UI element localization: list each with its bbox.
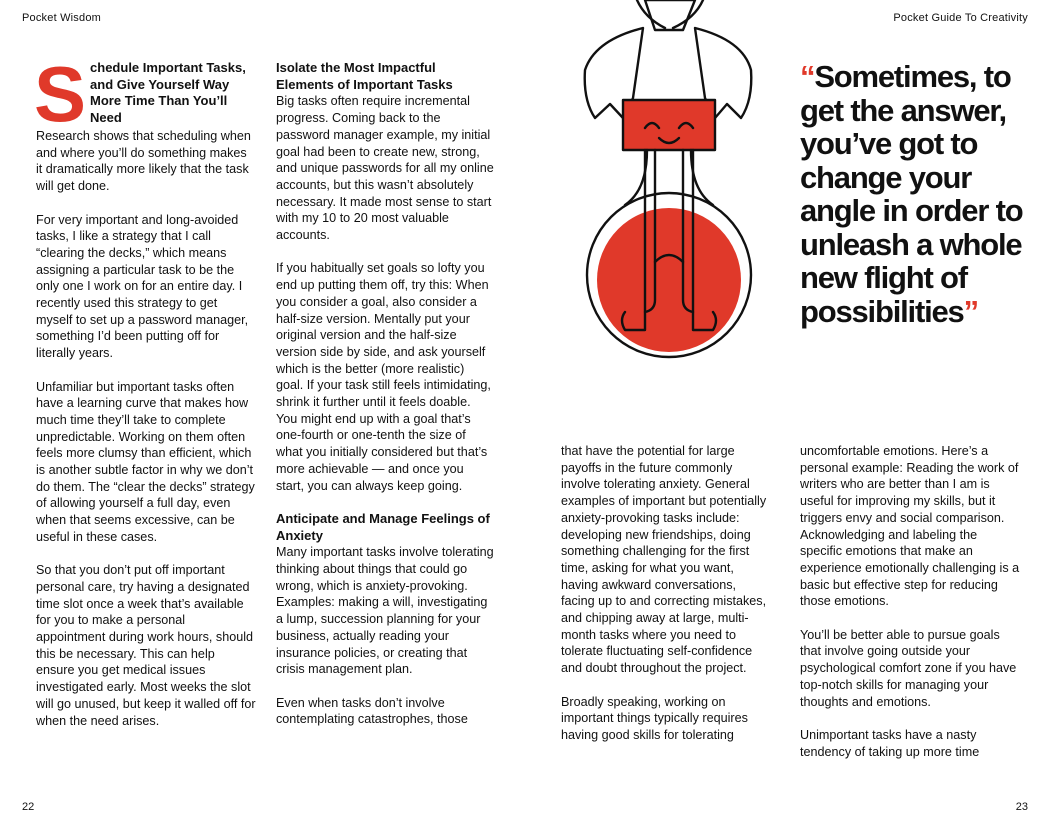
drop-cap: S	[34, 50, 87, 138]
paragraph: Many important tasks involve tolerating thinking about things that could go wrong, which is anxiety-provoking. Examples: making a will, investigating a lump, succession planning for your business, actually reading your insurance policies, or creating that crisis management plan.	[276, 545, 494, 677]
paragraph: Big tasks often require incremental progress. Coming back to the password manager example, my initial goal had been to create new, strong, and unique passwords for all my online accounts, but this wasn’t absolutely necessary. It made most sense to start with my 10 to 20 most valuable accounts.	[276, 94, 494, 243]
column-1	[34, 50, 256, 729]
header-left: Pocket Wisdom	[22, 12, 102, 24]
page-number-right: 23	[1015, 801, 1028, 813]
pull-quote	[800, 60, 1035, 328]
page-number-left: 22	[22, 801, 35, 813]
paragraph: If you habitually set goals so lofty you end up putting them off, try this: When you consider a goal, also consider a half-size version. Mentally put your original version and the half-size version side by side, and ask yourself which is the better (more realistic) goal. If your task still feels intimidating, shrink it further until it feels doable. You might end up with a goal that’s one-fourth or one-tenth the size of what you initially considered but that’s more achievable — and once you start, you can always keep going.	[276, 261, 491, 493]
header-right: Pocket Guide To Creativity	[893, 12, 1028, 24]
paragraph: You’ll be better able to pursue goals that involve going outside your psychological comfort zone if you have top-notch skills for managing your thoughts and emotions.	[800, 627, 1017, 709]
paragraph: Even when tasks don’t involve contemplating catastrophes, those	[276, 695, 468, 727]
column-2	[276, 60, 494, 728]
paragraph: that have the potential for large payoffs in the future commonly involve tolerating anxiety. General examples of important but potentially anxiety-provoking tasks include: developing new friendships, doing something challenging for the first time, asking for what you want, having awkward conversations, facing up to and correcting mistakes, and chipping away at large, multi-month tasks where you need to tolerate fluctuating self-confidence and doubt throughout the project.	[561, 444, 767, 676]
paragraph: uncomfortable emotions. Here’s a personal example: Reading the work of writers who are better than I am is useful for improving my skills, but it triggers envy and social comparison. Acknowledging and labeling the specific emotions that make an experience emotionally challenging is a basic but effective step for reducing those emotions.	[800, 444, 1020, 609]
open-quote-mark: “	[800, 59, 815, 94]
section-heading-1	[34, 50, 256, 138]
close-quote-mark: ”	[963, 293, 978, 329]
column-4	[800, 443, 1020, 760]
paragraph: For very important and long-avoided tasks, I like a strategy that I call “clearing the decks,” which means assigning a particular task to be the only one I work on for an entire day. I recently used this strategy to get myself to set up a password manager, something I’d been putting off for literally years.	[36, 212, 249, 361]
paragraph: Research shows that scheduling when and where you’ll do something makes it dramatically more likely that the task will get done.	[36, 129, 251, 194]
pull-quote-text: Sometimes, to get the answer, you’ve got to change your angle in order to unleash a whole new flight of possibilities	[800, 59, 1023, 329]
paragraph: Broadly speaking, working on important things typically requires having good skills for tolerating	[561, 694, 748, 742]
paragraph: Unfamiliar but important tasks often have a learning curve that makes how much time they’ll take to complete unpredictable. Working on them often feels more clumsy than efficient, which is another subtle factor in why we don’t do them. The “clear the decks” strategy of allowing yourself a full day, even when that seems excessive, can be useful in these cases.	[36, 379, 255, 544]
heading-text: chedule Important Tasks, and Give Yourself Way More Time Than You’ll Need	[90, 60, 246, 126]
paragraph: So that you don’t put off important personal care, try having a designated time slot once a week that’s available for you to make a personal appointment during work hours, should this be necessary. This can help ensure you get medical issues investigated early. Most weeks the slot will go unused, but keep it walled off for when the need arises.	[36, 563, 256, 728]
section-heading-2: Isolate the Most Impactful Elements of Important Tasks	[276, 60, 453, 92]
column-3	[561, 443, 773, 744]
upside-down-person-lightbulb-icon	[555, 0, 755, 390]
paragraph: Unimportant tasks have a nasty tendency of taking up more time	[800, 727, 980, 759]
section-heading-3: Anticipate and Manage Feelings of Anxiety	[276, 510, 490, 543]
